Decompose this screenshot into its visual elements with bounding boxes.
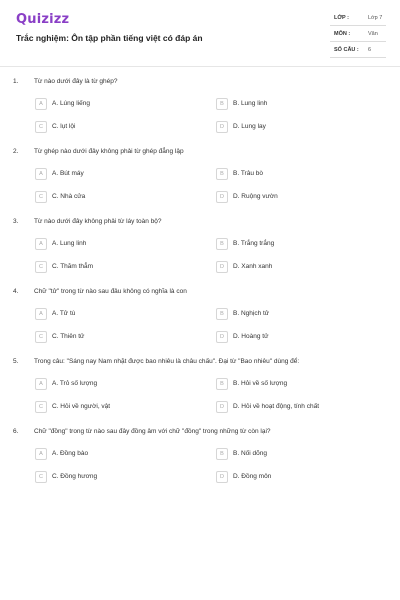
option-letter-box[interactable]: D — [216, 121, 228, 133]
question-text: Từ ghép nào dưới đây không phải từ ghép đẳng lập — [34, 148, 184, 155]
option-text: A. Tử tù — [52, 310, 76, 317]
option-letter-box[interactable]: A — [35, 168, 47, 180]
option-text: D. Ruộng vườn — [233, 193, 278, 200]
option-text: B. Trâu bò — [233, 170, 263, 177]
option-text: A. Bút máy — [52, 170, 84, 177]
option-text: B. Trắng trắng — [233, 240, 275, 247]
question-number: 5. — [13, 358, 19, 365]
question-text: Trong câu: "Sáng nay Nam nhặt được bao nhiêu là châu chấu". Đại từ "Bao nhiêu" dùng để: — [34, 358, 300, 365]
option-letter-box[interactable]: B — [216, 238, 228, 250]
option-letter-box[interactable]: C — [35, 261, 47, 273]
option-letter-box[interactable]: B — [216, 168, 228, 180]
question-item — [0, 218, 400, 288]
option-letter-box[interactable]: C — [35, 471, 47, 483]
option-text: C. Đồng hương — [52, 473, 98, 480]
meta-row-count — [330, 42, 386, 58]
worksheet-header — [0, 0, 400, 67]
question-item — [0, 148, 400, 218]
option-text: C. Thiên tử — [52, 333, 85, 340]
option-text: C. Nhà cửa — [52, 193, 86, 200]
question-item — [0, 288, 400, 358]
meta-key: SỐ CÂU : — [334, 47, 359, 53]
question-text: Chữ "đồng" trong từ nào sau đây đồng âm với chữ "đồng" trong những từ còn lại? — [34, 428, 271, 435]
meta-value: 6 — [368, 47, 372, 53]
option-letter-box[interactable]: A — [35, 378, 47, 390]
meta-value: Lớp 7 — [368, 15, 383, 21]
question-item — [0, 358, 400, 428]
option-text: B. Lung linh — [233, 100, 268, 107]
question-number: 4. — [13, 288, 19, 295]
option-text: D. Lung lay — [233, 123, 266, 130]
quizizz-logo[interactable]: Quizizz — [16, 12, 70, 27]
question-text: Chữ "tử" trong từ nào sau đâu không có nghĩa là con — [34, 288, 187, 295]
option-text: D. Đồng môn — [233, 473, 272, 480]
option-letter-box[interactable]: A — [35, 238, 47, 250]
option-letter-box[interactable]: C — [35, 191, 47, 203]
meta-key: MÔN : — [334, 31, 351, 37]
worksheet-title: Trắc nghiệm: Ôn tập phần tiếng việt có đáp án — [16, 33, 203, 43]
option-letter-box[interactable]: D — [216, 401, 228, 413]
question-list — [0, 78, 400, 498]
option-letter-box[interactable]: D — [216, 471, 228, 483]
option-letter-box[interactable]: D — [216, 331, 228, 343]
option-text: B. Nối dõng — [233, 450, 267, 457]
option-text: B. Hỏi về số lượng — [233, 380, 288, 387]
option-text: C. lụt lội — [52, 123, 76, 130]
question-number: 6. — [13, 428, 19, 435]
option-letter-box[interactable]: D — [216, 191, 228, 203]
option-letter-box[interactable]: A — [35, 308, 47, 320]
option-text: A. Lúng liếng — [52, 100, 90, 107]
option-letter-box[interactable]: B — [216, 378, 228, 390]
option-letter-box[interactable]: B — [216, 308, 228, 320]
meta-table — [330, 10, 386, 58]
option-letter-box[interactable]: B — [216, 448, 228, 460]
option-text: A. Đồng bào — [52, 450, 89, 457]
option-text: A. Lung linh — [52, 240, 87, 247]
option-letter-box[interactable]: C — [35, 401, 47, 413]
question-item — [0, 428, 400, 498]
option-letter-box[interactable]: D — [216, 261, 228, 273]
meta-value: Văn — [368, 31, 378, 37]
question-number: 1. — [13, 78, 19, 85]
option-text: B. Nghịch tử — [233, 310, 270, 317]
option-text: D. Xanh xanh — [233, 263, 273, 270]
option-letter-box[interactable]: C — [35, 331, 47, 343]
meta-row-class — [330, 10, 386, 26]
question-text: Từ nào dưới đây là từ ghép? — [34, 78, 118, 85]
meta-row-subject — [330, 26, 386, 42]
question-number: 2. — [13, 148, 19, 155]
meta-key: LỚP : — [334, 15, 349, 21]
option-text: D. Hỏi về hoạt động, tính chất — [233, 403, 319, 410]
option-text: C. Thăm thẳm — [52, 263, 94, 270]
option-letter-box[interactable]: A — [35, 448, 47, 460]
question-number: 3. — [13, 218, 19, 225]
question-text: Từ nào dưới đây không phải từ láy toàn bộ? — [34, 218, 162, 225]
option-text: C. Hỏi về người, vật — [52, 403, 111, 410]
option-letter-box[interactable]: C — [35, 121, 47, 133]
option-letter-box[interactable]: A — [35, 98, 47, 110]
question-item — [0, 78, 400, 148]
option-text: D. Hoàng tử — [233, 333, 269, 340]
option-letter-box[interactable]: B — [216, 98, 228, 110]
option-text: A. Trỏ số lượng — [52, 380, 98, 387]
